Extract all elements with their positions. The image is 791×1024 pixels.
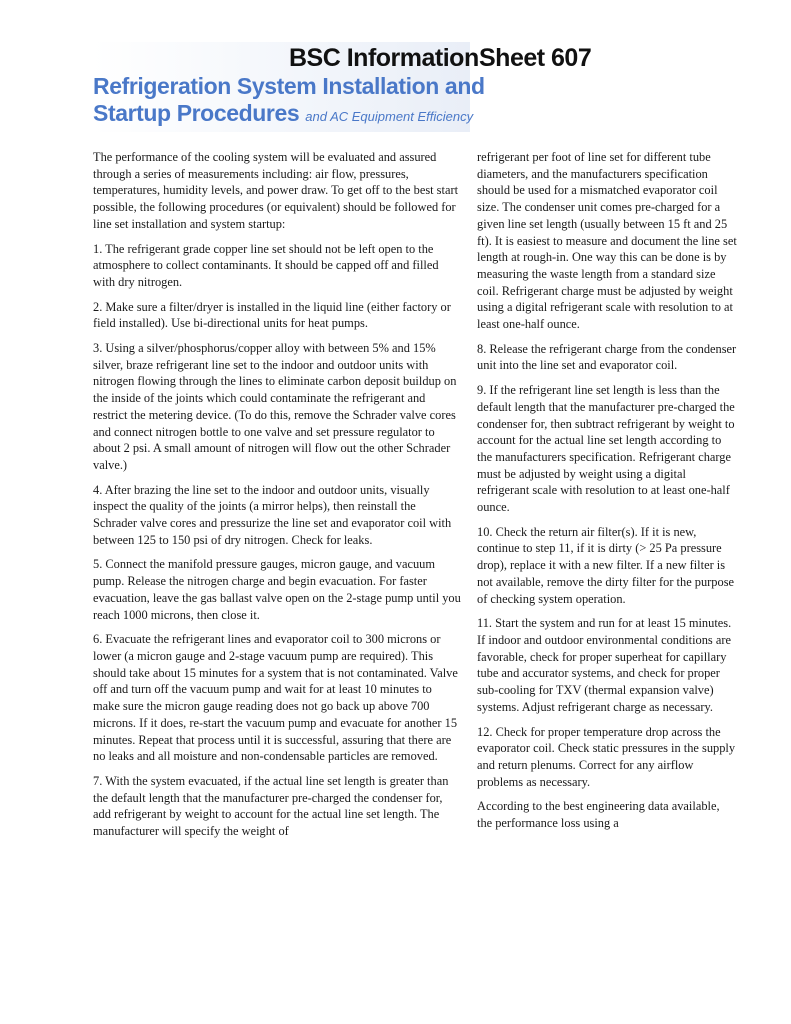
right-column bbox=[477, 149, 737, 840]
step-9-paragraph: 9. If the refrigerant line set length is less than the default length that the manufacturer pre-charged the condenser for, then subtract refrigerant by weight to account for the actual line set length according to the manufacturers specification. Refrigerant charge must be adjusted by weight using a digital refrigerant scale with resolution to at least one-half ounce. bbox=[477, 383, 735, 515]
left-column bbox=[93, 149, 461, 848]
step-1-paragraph: 1. The refrigerant grade copper line set should not be left open to the atmosphere to collect contaminants. It should be capped off and filled with dry nitrogen. bbox=[93, 241, 439, 289]
sheet-number: Sheet 607 bbox=[479, 44, 592, 72]
step-5-paragraph: 5. Connect the manifold pressure gauges, micron gauge, and vacuum pump. Release the nitrogen charge and begin evacuation. For faster evacuation, leave the gas ballast valve open on the 2-stage pump until you reach 1000 microns, then close it. bbox=[93, 557, 461, 622]
title-line-2-text: Startup Procedures bbox=[93, 100, 300, 126]
step-2-paragraph: 2. Make sure a filter/dryer is installed in the liquid line (either factory or field installed). Use bi-directional units for heat pumps. bbox=[93, 299, 451, 331]
intro-paragraph: The performance of the cooling system will be evaluated and assured through a series of measurements including: air flow, pressures, temperatures, humidity levels, and power draw. To get off to the best start possible, the following procedures (or equivalent) should be followed for line set installation and system startup: bbox=[93, 150, 459, 231]
efficiency-paragraph: According to the best engineering data available, the performance loss using a bbox=[477, 799, 720, 831]
step-12-paragraph: 12. Check for proper temperature drop across the evaporator coil. Check static pressures in the supply and return plenums. Correct for any airflow problems as necessary. bbox=[477, 724, 736, 789]
step-6-paragraph: 6. Evacuate the refrigerant lines and evaporator coil to 300 microns or lower (a micron gauge and 2-stage vacuum pump are required). This should take about 15 minutes for a system that is not contaminated. Valve off and turn off the vacuum pump and wait for at least 10 minutes to make sure the micron gauge reading does not go back up above 700 microns. If it does, re-start the vacuum pump and evacuate for another 15 minutes. Repeat that process until it is successful, assuring that there are no leaks and all moisture and non-condensable particles are removed. bbox=[93, 632, 458, 764]
step-4-paragraph: 4. After brazing the line set to the indoor and outdoor units, visually inspect the quality of the joints (a mirror helps), then reinstall the Schrader valve cores and pressurize the line set and evaporator coil with between 125 to 150 psi of dry nitrogen. Check for leaks. bbox=[93, 482, 452, 547]
step-7-continued-paragraph: refrigerant per foot of line set for different tube diameters, and the manufacturers specification should be used for a mismatched evaporator coil size. The condenser unit comes pre-charged for a given line set length (usually between 15 ft and 25 ft). It is easiest to measure and document the line set length at rough-in. One way this can be done is by measuring the waste length from a standard size coil. Refrigerant charge must be adjusted by weight using a digital refrigerant scale with resolution to at least one-half ounce. bbox=[477, 150, 737, 332]
title-line-1: Refrigeration System Installation and bbox=[93, 73, 485, 99]
document-subtitle: and AC Equipment Efficiency bbox=[305, 109, 474, 124]
step-3-paragraph: 3. Using a silver/phosphorus/copper alloy with between 5% and 15% silver, braze refrigerant line set to the indoor and outdoor units with nitrogen flowing through the lines to eliminate carbon deposit buildup on the inside of the joints which could contaminate the refrigerant and restrict the metering device. (To do this, remove the Schrader valve cores and connect nitrogen bottle to one valve and set pressure regulator to about 2 psi. A small amount of nitrogen will flow out the other Schrader valve.) bbox=[93, 341, 457, 472]
sheet-label: BSC Information bbox=[289, 44, 479, 72]
document-title bbox=[93, 73, 493, 130]
step-8-paragraph: 8. Release the refrigerant charge from the condenser unit into the line set and evaporator coil. bbox=[477, 341, 737, 373]
step-10-paragraph: 10. Check the return air filter(s). If it is new, continue to step 11, if it is dirty (> 25 Pa pressure drop), replace it with a new filter. If a new filter is not available, remove the dirty filter for the purpose of checking system operation. bbox=[477, 524, 735, 606]
step-7-paragraph: 7. With the system evacuated, if the actual line set length is greater than the default length that the manufacturer pre-charged the condenser for, add refrigerant by weight to account for the actual line set length. The manufacturer will specify the weight of bbox=[93, 773, 449, 839]
title-line-2 bbox=[93, 100, 493, 130]
step-11-paragraph: 11. Start the system and run for at least 15 minutes. If indoor and outdoor environmental conditions are favorable, check for proper superheat for capillary tube and accurator systems, and check for proper sub-cooling for TXV (thermal expansion valve) systems. Adjust refrigerant charge as necessary. bbox=[477, 616, 732, 714]
